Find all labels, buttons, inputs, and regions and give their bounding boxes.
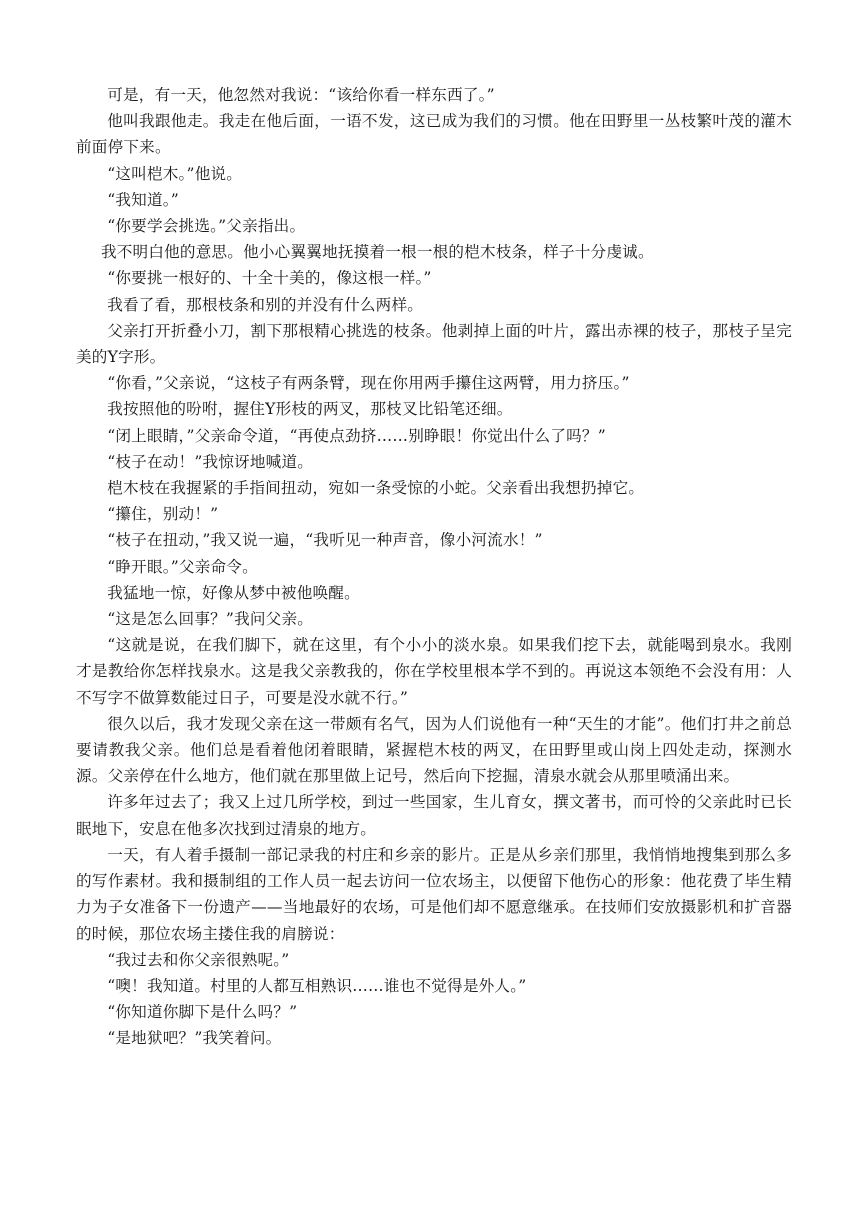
paragraph: “这是怎么回事？”我问父亲。 [107, 610, 314, 629]
paragraph: “我知道。” [107, 190, 179, 209]
paragraph: 父亲打开折叠小刀，割下那根精心挑选的枝条。他剥掉上面的叶片，露出赤裸的枝子，那枝子呈完美的Y字形。 [76, 321, 792, 367]
paragraph: 我看了看，那根枝条和别的并没有什么两样。 [107, 295, 424, 314]
paragraph: “我过去和你父亲很熟呢。” [107, 950, 290, 969]
paragraph: 很久以后，我才发现父亲在这一带颇有名气，因为人们说他有一种“天生的才能”。他们打井之前总要请教我父亲。他们总是看着他闭着眼睛，紧握桤木枝的两叉，在田野里或山岗上四处走动，探测水源。父亲停在什么地方，他们就在那里做上记号，然后向下挖掘，清泉水就会从那里喷涌出来。 [76, 714, 792, 786]
paragraph: 可是，有一天，他忽然对我说：“该给你看一样东西了。” [107, 86, 495, 104]
paragraph: “噢！我知道。村里的人都互相熟识……谁也不觉得是外人。” [107, 976, 527, 995]
paragraph: “闭上眼睛，”父亲命令道，“再使点劲挤……别睁眼！你觉出什么了吗？” [107, 426, 606, 445]
paragraph: “这就是说，在我们脚下，就在这里，有个小小的淡水泉。如果我们挖下去，就能喝到泉水。我刚才是教给你怎样找泉水。这是我父亲教我的，你在学校里根本学不到的。再说这本领绝不会没有用：人不写字不做算数能过日子，可要是没水就不行。” [76, 636, 792, 707]
paragraph: “睁开眼。”父亲命令。 [107, 557, 258, 576]
paragraph: “是地狱吧？”我笑着问。 [107, 1029, 282, 1048]
paragraph: “攥住，别动！” [107, 505, 219, 524]
paragraph: 桤木枝在我握紧的手指间扭动，宛如一条受惊的小蛇。父亲看出我想扔掉它。 [107, 479, 645, 498]
paragraph: “这叫桤木。”他说。 [107, 164, 243, 183]
paragraph: 我按照他的吩咐，握住Y形枝的两叉，那枝叉比铅笔还细。 [107, 400, 513, 419]
paragraph: “你知道你脚下是什么吗？” [107, 1003, 298, 1022]
paragraph: 许多年过去了；我又上过几所学校，到过一些国家，生儿育女，撰文著书，而可怜的父亲此时已长眠地下，安息在他多次找到过清泉的地方。 [76, 793, 792, 838]
paragraph: “你要挑一根好的、十全十美的，像这根一样。” [107, 269, 432, 288]
paragraph: 一天，有人着手摄制一部记录我的村庄和乡亲的影片。正是从乡亲们那里，我悄悄地搜集到那么多的写作素材。我和摄制组的工作人员一起去访问一位农场主，以便留下他伤心的形象：他花费了毕生精力为子女准备下一份遗产——当地最好的农场，可是他们却不愿意继承。在技师们安放摄影机和扩音器的时候，那位农场主搂住我的肩膀说： [76, 845, 792, 943]
paragraph: “你看，”父亲说，“这枝子有两条臂，现在你用两手攥住这两臂，用力挤压。” [107, 374, 630, 393]
paragraph: “枝子在动！”我惊讶地喊道。 [107, 452, 314, 471]
paragraph: “枝子在扭动，”我又说一遍，“我听见一种声音，像小河流水！” [107, 531, 543, 550]
paragraph: 他叫我跟他走。我走在他后面，一语不发，这已成为我们的习惯。他在田野里一丛枝繁叶茂的灌木前面停下来。 [76, 112, 792, 157]
paragraph: 我猛地一惊，好像从梦中被他唤醒。 [107, 583, 360, 602]
text-column [76, 82, 792, 1052]
paragraph: 我不明白他的意思。他小心翼翼地抚摸着一根一根的桤木枝条，样子十分虔诚。 [100, 243, 654, 262]
paragraph: “你要学会挑选。”父亲指出。 [107, 217, 306, 236]
